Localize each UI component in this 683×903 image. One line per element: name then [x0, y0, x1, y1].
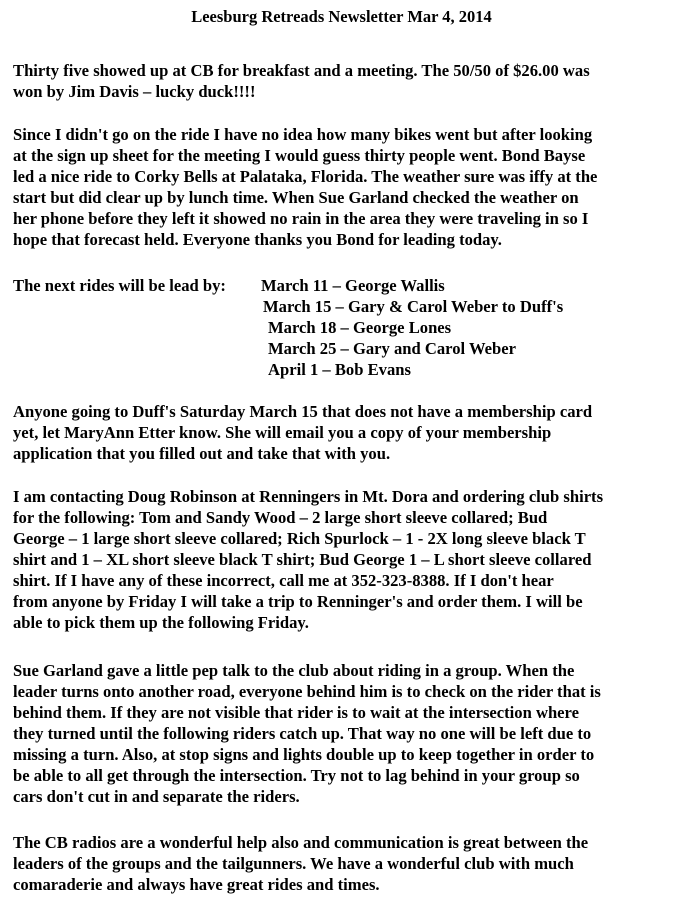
- newsletter-title: Leesburg Retreads Newsletter Mar 4, 2014: [191, 7, 492, 26]
- text-line: Sue Garland gave a little pep talk to the club about riding in a group. When the: [13, 661, 575, 680]
- text-line: start but did clear up by lunch time. When Sue Garland checked the weather on: [13, 188, 579, 207]
- text-line: missing a turn. Also, at stop signs and lights double up to keep together in order to: [13, 745, 595, 764]
- text-line: leader turns onto another road, everyone behind him is to check on the rider that is: [13, 682, 601, 701]
- ride-item: March 18 – George Lones: [268, 318, 452, 337]
- ride-item: March 11 – George Wallis: [261, 276, 445, 295]
- text-line: cars don't cut in and separate the riders.: [13, 787, 300, 806]
- text-line: at the sign up sheet for the meeting I would guess thirty people went. Bond Bayse: [13, 146, 586, 165]
- text-line: from anyone by Friday I will take a trip to Renninger's and order them. I will be: [13, 592, 583, 611]
- text-line: for the following: Tom and Sandy Wood – 2 large short sleeve collared; Bud: [13, 508, 548, 527]
- text-line: be able to all get through the intersection. Try not to lag behind in your group so: [13, 766, 580, 785]
- paragraph-breakfast: [13, 60, 681, 102]
- text-line: shirt and 1 – XL short sleeve black T shirt; Bud George 1 – L short sleeve collared: [13, 550, 592, 569]
- ride-item: April 1 – Bob Evans: [268, 360, 411, 379]
- text-line: behind them. If they are not visible that rider is to wait at the intersection where: [13, 703, 579, 722]
- rides-label: The next rides will be lead by:: [13, 276, 226, 295]
- paragraph-club-shirts: [13, 486, 681, 633]
- paragraph-ride-report: [13, 124, 681, 250]
- text-line: Thirty five showed up at CB for breakfast and a meeting. The 50/50 of $26.00 was: [13, 61, 590, 80]
- ride-item: March 15 – Gary & Carol Weber to Duff's: [263, 297, 564, 316]
- paragraph-group-riding: [13, 660, 681, 807]
- text-line: able to pick them up the following Friday.: [13, 613, 309, 632]
- ride-item: March 25 – Gary and Carol Weber: [268, 339, 516, 358]
- text-line: shirt. If I have any of these incorrect, call me at 352-323-8388. If I don't hear: [13, 571, 554, 590]
- paragraph-cb-radios: [13, 832, 681, 895]
- paragraph-membership: [13, 401, 681, 464]
- text-line: comaraderie and always have great rides and times.: [13, 875, 380, 894]
- text-line: Anyone going to Duff's Saturday March 15 that does not have a membership card: [13, 402, 593, 421]
- text-line: led a nice ride to Corky Bells at Palataka, Florida. The weather sure was iffy at the: [13, 167, 598, 186]
- text-line: leaders of the groups and the tailgunners. We have a wonderful club with much: [13, 854, 574, 873]
- text-line: I am contacting Doug Robinson at Renningers in Mt. Dora and ordering club shirts: [13, 487, 604, 506]
- text-line: hope that forecast held. Everyone thanks you Bond for leading today.: [13, 230, 502, 249]
- text-line: application that you filled out and take that with you.: [13, 444, 391, 463]
- text-line: they turned until the following riders catch up. That way no one will be left due to: [13, 724, 592, 743]
- text-line: George – 1 large short sleeve collared; Rich Spurlock – 1 - 2X long sleeve black T: [13, 529, 586, 548]
- text-line: The CB radios are a wonderful help also and communication is great between the: [13, 833, 589, 852]
- text-line: her phone before they left it showed no rain in the area they were traveling in so I: [13, 209, 589, 228]
- text-line: won by Jim Davis – lucky duck!!!!: [13, 82, 256, 101]
- text-line: yet, let MaryAnn Etter know. She will email you a copy of your membership: [13, 423, 552, 442]
- text-line: Since I didn't go on the ride I have no idea how many bikes went but after looking: [13, 125, 593, 144]
